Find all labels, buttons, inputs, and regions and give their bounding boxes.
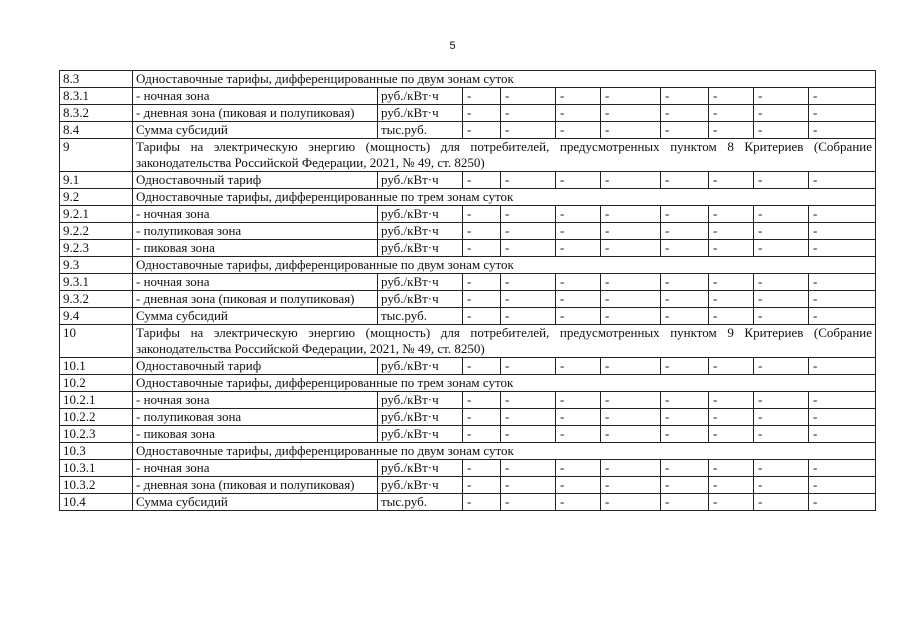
value-cell: - [661,206,709,223]
value-cell: - [463,88,501,105]
value-cell: - [754,477,809,494]
row-name: - ночная зона [133,392,378,409]
value-cell: - [601,122,661,139]
table-row [60,358,876,375]
row-unit: руб./кВт·ч [378,223,463,240]
row-unit: руб./кВт·ч [378,426,463,443]
value-cell: - [709,460,754,477]
row-unit: руб./кВт·ч [378,358,463,375]
value-cell: - [601,308,661,325]
value-cell: - [501,172,556,189]
row-name: Сумма субсидий [133,308,378,325]
value-cell: - [809,460,876,477]
value-cell: - [463,392,501,409]
value-cell: - [709,172,754,189]
value-cell: - [556,223,601,240]
value-cell: - [809,240,876,257]
value-cell: - [709,88,754,105]
row-number: 9.3 [60,257,133,274]
section-title: Тарифы на электрическую энергию (мощность) для потребителей, предусмотренных пунктом 8 Критериев (Собрание законодательства Российской Федерации, 2021, № 49, ст. 8250) [133,139,876,172]
table-row [60,105,876,122]
tariff-table [59,70,876,511]
value-cell: - [754,88,809,105]
row-number: 9 [60,139,133,172]
row-unit: руб./кВт·ч [378,206,463,223]
row-number: 8.3.1 [60,88,133,105]
page-number: 5 [449,40,456,52]
value-cell: - [556,291,601,308]
section-title: Одноставочные тарифы, дифференцированные по трем зонам суток [133,189,876,206]
value-cell: - [463,172,501,189]
value-cell: - [709,409,754,426]
value-cell: - [601,88,661,105]
row-number: 10.3.2 [60,477,133,494]
row-name: Одноставочный тариф [133,172,378,189]
row-unit: руб./кВт·ч [378,105,463,122]
value-cell: - [556,206,601,223]
row-name: Сумма субсидий [133,494,378,511]
value-cell: - [601,223,661,240]
value-cell: - [709,105,754,122]
row-unit: тыс.руб. [378,308,463,325]
value-cell: - [556,274,601,291]
row-name: - ночная зона [133,88,378,105]
section-row [60,189,876,206]
value-cell: - [661,172,709,189]
row-unit: руб./кВт·ч [378,88,463,105]
value-cell: - [809,223,876,240]
table-row [60,223,876,240]
value-cell: - [709,122,754,139]
value-cell: - [809,172,876,189]
row-name: - ночная зона [133,206,378,223]
value-cell: - [601,240,661,257]
section-title: Одноставочные тарифы, дифференцированные по двум зонам суток [133,71,876,88]
value-cell: - [463,274,501,291]
value-cell: - [709,308,754,325]
value-cell: - [601,494,661,511]
table-row [60,274,876,291]
row-number: 9.2 [60,189,133,206]
section-row [60,375,876,392]
value-cell: - [661,88,709,105]
value-cell: - [556,494,601,511]
value-cell: - [501,409,556,426]
row-number: 10.2.2 [60,409,133,426]
row-number: 10.2 [60,375,133,392]
value-cell: - [556,122,601,139]
value-cell: - [501,392,556,409]
value-cell: - [709,291,754,308]
value-cell: - [556,308,601,325]
row-unit: руб./кВт·ч [378,172,463,189]
row-number: 10.3 [60,443,133,460]
row-name: - полупиковая зона [133,409,378,426]
table-row [60,409,876,426]
row-unit: руб./кВт·ч [378,392,463,409]
row-number: 10.2.3 [60,426,133,443]
row-number: 9.3.2 [60,291,133,308]
table-row [60,206,876,223]
value-cell: - [501,223,556,240]
row-unit: тыс.руб. [378,494,463,511]
value-cell: - [556,105,601,122]
value-cell: - [661,494,709,511]
value-cell: - [754,274,809,291]
row-number: 10.2.1 [60,392,133,409]
value-cell: - [661,105,709,122]
section-row [60,257,876,274]
value-cell: - [754,460,809,477]
value-cell: - [463,460,501,477]
value-cell: - [709,426,754,443]
value-cell: - [661,240,709,257]
section-row [60,71,876,88]
table-row [60,308,876,325]
value-cell: - [661,122,709,139]
value-cell: - [661,477,709,494]
value-cell: - [463,240,501,257]
table-row [60,460,876,477]
row-number: 9.2.2 [60,223,133,240]
value-cell: - [556,409,601,426]
value-cell: - [661,426,709,443]
value-cell: - [661,274,709,291]
row-number: 9.2.1 [60,206,133,223]
value-cell: - [463,223,501,240]
value-cell: - [463,122,501,139]
value-cell: - [661,392,709,409]
value-cell: - [661,291,709,308]
row-name: - ночная зона [133,460,378,477]
value-cell: - [809,426,876,443]
value-cell: - [463,105,501,122]
section-row [60,443,876,460]
value-cell: - [809,291,876,308]
section-title: Тарифы на электрическую энергию (мощность) для потребителей, предусмотренных пунктом 9 Критериев (Собрание законодательства Российской Федерации, 2021, № 49, ст. 8250) [133,325,876,358]
section-title: Одноставочные тарифы, дифференцированные по двум зонам суток [133,443,876,460]
row-name: - дневная зона (пиковая и полупиковая) [133,477,378,494]
value-cell: - [463,308,501,325]
row-unit: руб./кВт·ч [378,291,463,308]
row-number: 9.2.3 [60,240,133,257]
value-cell: - [556,426,601,443]
value-cell: - [501,88,556,105]
value-cell: - [809,122,876,139]
value-cell: - [501,477,556,494]
value-cell: - [809,308,876,325]
value-cell: - [601,392,661,409]
value-cell: - [661,460,709,477]
value-cell: - [809,206,876,223]
row-number: 10.3.1 [60,460,133,477]
value-cell: - [709,494,754,511]
row-unit: тыс.руб. [378,122,463,139]
table-row [60,240,876,257]
value-cell: - [661,409,709,426]
table-row [60,291,876,308]
value-cell: - [809,392,876,409]
row-unit: руб./кВт·ч [378,240,463,257]
value-cell: - [501,274,556,291]
row-number: 9.4 [60,308,133,325]
section-title: Одноставочные тарифы, дифференцированные по двум зонам суток [133,257,876,274]
value-cell: - [809,494,876,511]
row-number: 8.3.2 [60,105,133,122]
value-cell: - [556,172,601,189]
value-cell: - [754,122,809,139]
value-cell: - [709,206,754,223]
row-number: 8.3 [60,71,133,88]
value-cell: - [501,291,556,308]
value-cell: - [501,460,556,477]
value-cell: - [501,494,556,511]
value-cell: - [501,122,556,139]
value-cell: - [601,477,661,494]
table-row [60,122,876,139]
value-cell: - [556,88,601,105]
value-cell: - [601,206,661,223]
value-cell: - [463,206,501,223]
row-name: - полупиковая зона [133,223,378,240]
value-cell: - [809,409,876,426]
value-cell: - [501,426,556,443]
value-cell: - [754,240,809,257]
value-cell: - [556,240,601,257]
value-cell: - [809,477,876,494]
row-name: - пиковая зона [133,240,378,257]
value-cell: - [501,240,556,257]
table-row [60,494,876,511]
value-cell: - [556,358,601,375]
row-name: - пиковая зона [133,426,378,443]
value-cell: - [754,105,809,122]
value-cell: - [754,409,809,426]
value-cell: - [501,308,556,325]
row-name: - дневная зона (пиковая и полупиковая) [133,105,378,122]
row-name: Сумма субсидий [133,122,378,139]
value-cell: - [709,477,754,494]
row-name: - ночная зона [133,274,378,291]
value-cell: - [754,494,809,511]
value-cell: - [809,274,876,291]
value-cell: - [601,358,661,375]
value-cell: - [501,105,556,122]
row-name: - дневная зона (пиковая и полупиковая) [133,291,378,308]
table-row [60,88,876,105]
row-number: 10.1 [60,358,133,375]
row-unit: руб./кВт·ч [378,274,463,291]
value-cell: - [601,426,661,443]
value-cell: - [601,274,661,291]
value-cell: - [754,223,809,240]
table-row [60,426,876,443]
value-cell: - [809,105,876,122]
value-cell: - [809,88,876,105]
value-cell: - [463,477,501,494]
value-cell: - [709,274,754,291]
table-row [60,172,876,189]
row-number: 10 [60,325,133,358]
value-cell: - [754,426,809,443]
row-name: Одноставочный тариф [133,358,378,375]
value-cell: - [601,409,661,426]
value-cell: - [556,477,601,494]
table-row [60,392,876,409]
row-number: 10.4 [60,494,133,511]
value-cell: - [754,206,809,223]
value-cell: - [501,206,556,223]
value-cell: - [556,460,601,477]
value-cell: - [709,223,754,240]
value-cell: - [754,392,809,409]
value-cell: - [709,358,754,375]
value-cell: - [709,240,754,257]
row-number: 9.3.1 [60,274,133,291]
value-cell: - [601,172,661,189]
value-cell: - [601,105,661,122]
row-number: 9.1 [60,172,133,189]
value-cell: - [754,172,809,189]
value-cell: - [754,308,809,325]
value-cell: - [601,460,661,477]
value-cell: - [754,291,809,308]
value-cell: - [463,409,501,426]
section-title: Одноставочные тарифы, дифференцированные по трем зонам суток [133,375,876,392]
row-unit: руб./кВт·ч [378,477,463,494]
value-cell: - [601,291,661,308]
value-cell: - [463,358,501,375]
row-unit: руб./кВт·ч [378,409,463,426]
section-row [60,325,876,358]
value-cell: - [709,392,754,409]
value-cell: - [501,358,556,375]
value-cell: - [754,358,809,375]
section-row [60,139,876,172]
value-cell: - [556,392,601,409]
value-cell: - [661,223,709,240]
row-number: 8.4 [60,122,133,139]
row-unit: руб./кВт·ч [378,460,463,477]
table-row [60,477,876,494]
value-cell: - [661,308,709,325]
value-cell: - [463,291,501,308]
value-cell: - [809,358,876,375]
value-cell: - [463,426,501,443]
value-cell: - [661,358,709,375]
value-cell: - [463,494,501,511]
